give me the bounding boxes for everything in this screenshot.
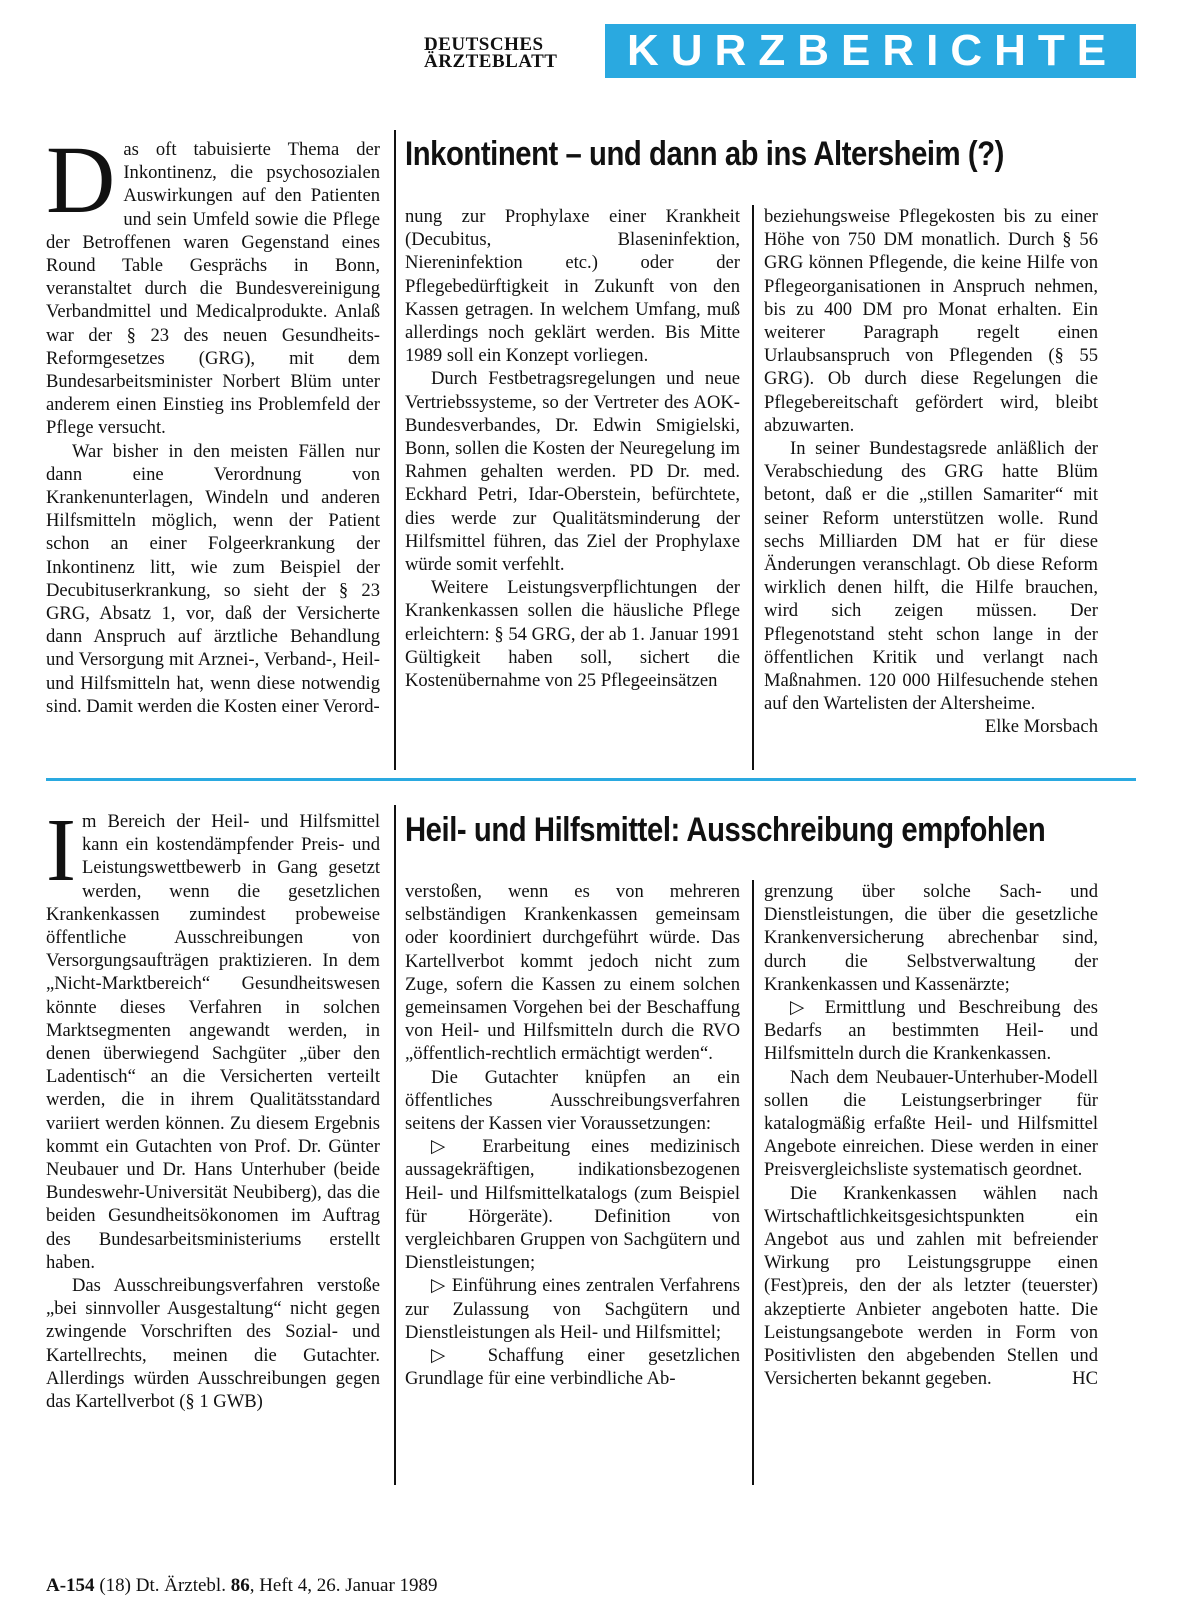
article1-col3-para2 (764, 437, 1098, 738)
article2-col1-para1 (46, 801, 380, 1274)
column-divider (752, 880, 754, 1485)
article1-col2-para2: Durch Festbetragsregelungen und neue Vertriebssysteme, so der Vertreter des AOK-Bundesverbandes, Dr. Edwin Smigielski, Bonn, sollen die Kosten der Neuregelung im Rahmen gehalten werden. PD Dr. med. Eckhard Petri, Idar-Oberstein, befürchtete, dies werde zur Qualitätsminderung der Hilfsmittel führen, das Ziel der Prophylaxe würde somit verfehlt. (405, 368, 740, 576)
masthead-logo (424, 36, 584, 70)
footer-journal: (18) Dt. Ärztebl. (99, 1575, 226, 1596)
article2-col2-bullet3: ▷ Schaffung einer gesetzlichen Grundlage für eine verbindliche Ab- (405, 1345, 740, 1390)
article1-col1-para1 (46, 126, 380, 440)
article1-col2-para3: Weitere Leistungsverpflichtungen der Krankenkassen sollen die häusliche Pflege erleichtern: § 54 GRG, der ab 1. Januar 1991 Gültigkeit haben soll, sichert die Kostenübernahme von 25 Pflegeeinsätzen (405, 577, 740, 692)
article2-col2-bullet2: ▷ Einführung eines zentralen Verfahrens zur Zulassung von Sachgütern und Dienstleistungen als Heil- und Hilfsmittel; (405, 1275, 740, 1343)
article1-column3 (764, 205, 1098, 739)
masthead-line1: DEUTSCHES (424, 34, 544, 55)
article2-headline: Heil- und Hilfsmittel: Ausschreibung empfohlen (405, 811, 1046, 849)
article2-column2 (405, 880, 740, 1390)
section-rubric: KURZBERICHTE (605, 24, 1136, 78)
article1-col3-para1: beziehungsweise Pflegekosten bis zu einer Höhe von 750 DM monatlich. Durch § 56 GRG können Pflegende, die keine Hilfe von Pflegeorganisationen in Anspruch nehmen, bis zu 400 DM pro Monat erhalten. Ein weiterer Paragraph regelt einen Urlaubsanspruch von Pflegenden (§ 55 GRG). Ob durch diese Regelungen die Pflegebereitschaft gefördert wird, bleibt abzuwarten. (764, 206, 1098, 436)
article2-col3-para2: Nach dem Neubauer-Unterhuber-Modell sollen die Leistungserbringer für katalogmäßig erfaßte Heil- und Hilfsmittel Angebote einreichen. Diese werden in einer Preisvergleichsliste systematisch geordnet. (764, 1066, 1098, 1181)
article2-col2-bullet1: ▷ Erarbeitung eines medizinisch aussagekräftigen, indikationsbezogenen Heil- und Hilfsmittelkatalogs (zum Beispiel für Hörgeräte). Definition von vergleichbaren Gruppen von Sachgütern und Dienstleistungen; (405, 1136, 740, 1274)
article1-author: Elke Morsbach (984, 716, 1098, 738)
article2-col2-para2: Die Gutachter knüpfen an ein öffentliches Ausschreibungsverfahren seitens der Kassen vier Voraussetzungen: (405, 1066, 740, 1135)
article1-col2-para1: nung zur Prophylaxe einer Krankheit (Decubitus, Blaseninfektion, Niereninfektion etc.) oder der Pflegebedürftigkeit in Zukunft von den Kassen getragen. In welchem Umfang, muß allerdings noch geklärt werden. Bis Mitte 1989 soll ein Konzept vorliegen. (405, 206, 740, 367)
article2-column3 (764, 880, 1098, 1390)
footer-issue-date: , Heft 4, 26. Januar 1989 (249, 1575, 438, 1596)
article2-col1-para2: Das Ausschreibungsverfahren verstoße „bei sinnvoller Ausgestaltung“ nicht gegen zwingende Vorschriften des Sozial- und Kartellrechts, meinen die Gutachter. Allerdings würden Ausschreibungen gegen das Kartellverbot (§ 1 GWB) (46, 1275, 380, 1413)
page-number: A-154 (46, 1575, 95, 1596)
article1-col3-text2: In seiner Bundestagsrede anläßlich der Verabschiedung des GRG hatte Blüm betont, daß er die „stillen Samariter“ mit seiner Reform unterstützen wolle. Rund sechs Milliarden DM hat er für diese Änderungen veranschlagt. Ob diese Reform wirklich denen hilft, die Hilfe brauchen, wird sich zeigen müssen. Der Pflegenotstand steht schon lange in der öffentlichen Kritik und verlangt nach Maßnahmen. 120 000 Hilfesuchende stehen auf den Wartelisten der Altersheime. (764, 438, 1098, 715)
article2-col3-para1: grenzung über solche Sach- und Dienstleistungen, die über die gesetzliche Krankenversicherung abrechenbar sind, durch die Selbstverwaltung der Krankenkassen und Kassenärzte; (764, 881, 1098, 995)
page-footer (46, 1575, 438, 1597)
article1-dropcap: D (46, 126, 116, 233)
column-divider (394, 805, 396, 1485)
article2-column1 (46, 801, 380, 1413)
article1-column1 (46, 126, 380, 718)
article2-dropcap: I (46, 801, 76, 900)
article2-col1-text1: m Bereich der Heil- und Hilfsmittel kann ein kostendämpfender Preis- und Leistungswettbewerb in Gang gesetzt werden, wenn die gesetzlichen Krankenkassen zumindest probeweise öffentliche Ausschreibungen von Versorgungsaufträgen praktizieren. In dem „Nicht-Marktbereich“ Gesundheitswesen könnte dieses Verfahren in solchen Marktsegmenten angewandt werden, in denen überwiegend Sachgüter „über den Ladentisch“ an die Versicherten verteilt werden, die in ihrem Qualitätsstandard variiert werden können. Zu diesem Ergebnis kommt ein Gutachten von Prof. Dr. Günter Neubauer und Dr. Hans Unterhuber (beide Bundeswehr-Universität Neubiberg), das die beiden Gesundheitsökonomen im Auftrag des Bundesarbeitsministeriums erstellt haben. (46, 811, 380, 1273)
column-divider (752, 205, 754, 770)
article2-col2-para1: verstoßen, wenn es von mehreren selbständigen Krankenkassen gemeinsam oder koordiniert durchgeführt würde. Das Kartellverbot kommt jedoch nicht zum Zuge, sofern die Kassen zu einem solchen gemeinsamen Vorgehen bei der Beschaffung von Heil- und Hilfsmitteln durch die RVO „öffentlich-rechtlich ermächtigt werden“. (405, 881, 740, 1065)
masthead-line2: ÄRZTEBLATT (424, 51, 558, 72)
footer-volume: 86 (230, 1575, 250, 1596)
article1-col1-para2: War bisher in den meisten Fällen nur dann eine Verordnung von Krankenunterlagen, Windeln und anderen Hilfsmitteln möglich, wenn der Patient schon an einer Folgeerkrankung der Inkontinenz litt, wie zum Beispiel der Decubituserkrankung, so sieht der § 23 GRG, Absatz 1, vor, daß der Versicherte dann Anspruch auf ärztliche Behandlung und Versorgung mit Arznei-, Verband-, Heil- und Hilfsmitteln hat, wenn diese notwendig sind. Damit werden die Kosten einer Verord- (46, 440, 380, 717)
article1-headline: Inkontinent – und dann ab ins Altersheim (?) (405, 135, 1004, 173)
article1-col1-text1: as oft tabuisierte Thema der Inkontinenz, die psychosozialen Auswirkungen auf den Patienten und sein Umfeld sowie die Pflege der Betroffenen waren Gegenstand eines Round Table Gesprächs in Bonn, veranstaltet durch die Bundesvereinigung Verbandmittel und Medicalprodukte. Anlaß war der § 23 des neuen Gesundheits-Reformgesetzes (GRG), mit dem Bundesarbeitsminister Norbert Blüm unter anderem einen Einstieg ins Problemfeld der Pflege versucht. (46, 139, 380, 439)
section-separator-rule (46, 778, 1136, 781)
article2-col3-text3: Die Krankenkassen wählen nach Wirtschaftlichkeitsgesichtspunkten ein Angebot aus und zahlen mit befreiender Wirkung pro Leistungsgruppe einen (Fest)preis, den der als letzter (teuerster) akzeptierte Anbieter angeboten hatte. Die Leistungsangebote werden in Form von Positivlisten den abgebenden Stellen und Versicherten bekannt gegeben. (764, 1182, 1098, 1390)
article2-author: HC (1072, 1368, 1098, 1390)
article2-col3-para3 (764, 1182, 1098, 1391)
article1-column2 (405, 205, 740, 692)
article2-col3-bullet4: ▷ Ermittlung und Beschreibung des Bedarfs an bestimmten Heil- und Hilfsmitteln durch die Krankenkassen. (764, 997, 1098, 1065)
column-divider (394, 130, 396, 770)
